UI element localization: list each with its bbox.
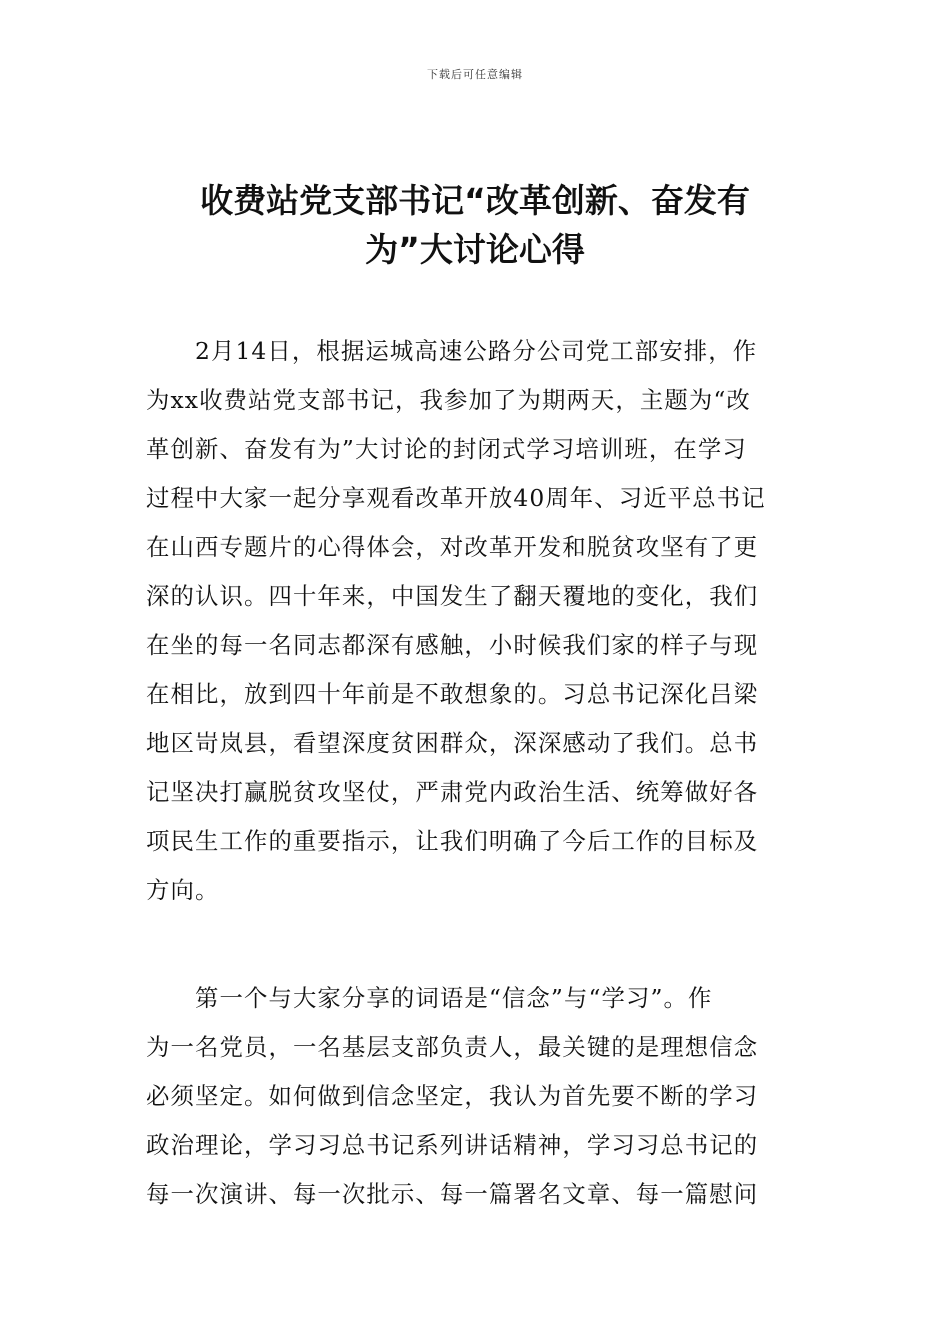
paragraph-line: 方向。: [146, 876, 220, 904]
paragraph-line: 深的认识。四十年来，中国发生了翻天覆地的变化，我们: [146, 582, 759, 610]
paragraph-line: 政治理论，学习习总书记系列讲话精神，学习习总书记的: [146, 1131, 759, 1159]
title-line: 收费站党支部书记“改革创新、奋发有: [200, 181, 750, 220]
paragraph-line: 在相比，放到四十年前是不敢想象的。习总书记深化吕梁: [146, 680, 759, 708]
paragraph-line: 在山西专题片的心得体会，对改革开发和脱贫攻坚有了更: [146, 533, 759, 561]
paragraph-line: 过程中大家一起分享观看改革开放40周年、习近平总书记: [146, 484, 766, 512]
paragraph-1: [146, 327, 806, 915]
paragraph-line: 记坚决打赢脱贫攻坚仗，严肃党内政治生活、统筹做好各: [146, 778, 759, 806]
paragraph-line: 第一个与大家分享的词语是“信念”与“学习”。作: [146, 984, 713, 1012]
header-note: 下载后可任意编辑: [427, 68, 523, 81]
title-line: 为”大讨论心得: [365, 230, 585, 269]
paragraph-line: 地区岢岚县，看望深度贫困群众，深深感动了我们。总书: [146, 729, 759, 757]
paragraph-line: 2月14日，根据运城高速公路分公司党工部安排，作: [146, 337, 758, 365]
paragraph-line: 必须坚定。如何做到信念坚定，我认为首先要不断的学习: [146, 1082, 759, 1110]
paragraph-line: 革创新、奋发有为”大讨论的封闭式学习培训班，在学习: [146, 435, 747, 463]
paragraph-line: 为xx收费站党支部书记，我参加了为期两天，主题为“改: [146, 386, 751, 414]
paragraph-line: 在坐的每一名同志都深有感触，小时候我们家的样子与现: [146, 631, 759, 659]
document-title: [150, 176, 800, 274]
paragraph-line: 每一次演讲、每一次批示、每一篇署名文章、每一篇慰问: [146, 1180, 759, 1208]
paragraph-line: 为一名党员，一名基层支部负责人，最关键的是理想信念: [146, 1033, 759, 1061]
paragraph-line: 项民生工作的重要指示，让我们明确了今后工作的目标及: [146, 827, 759, 855]
paragraph-2: [146, 974, 806, 1219]
